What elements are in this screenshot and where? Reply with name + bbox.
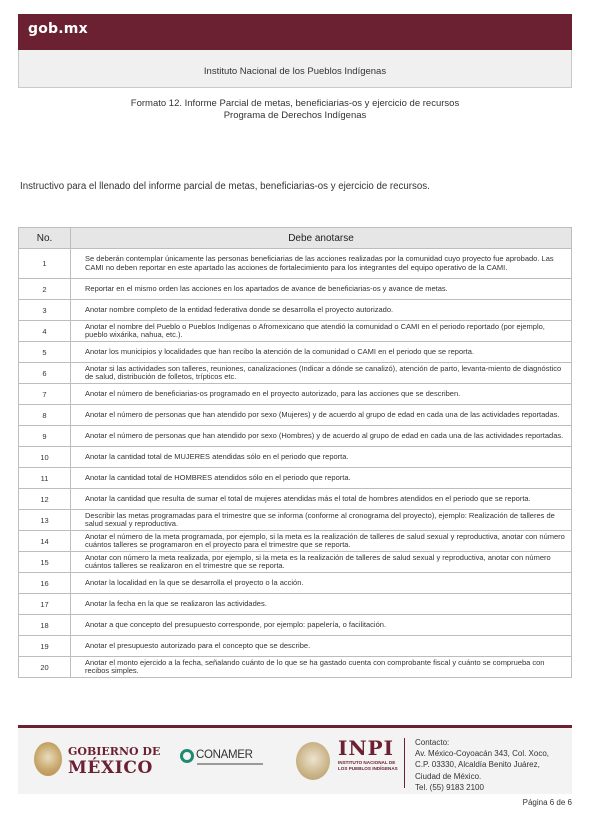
table-row (19, 300, 572, 321)
table-row (19, 321, 572, 342)
row-number: 17 (19, 594, 71, 615)
table-row (19, 573, 572, 594)
table-row (19, 615, 572, 636)
row-number: 14 (19, 531, 71, 552)
row-description: Anotar a que concepto del presupuesto corresponde, por ejemplo: papelería, o facilitación. (71, 615, 572, 636)
row-number: 4 (19, 321, 71, 342)
row-description: Anotar nombre completo de la entidad federativa donde se desarrolla el proyecto autorizado. (71, 300, 572, 321)
inpi-subtitle: INSTITUTO NACIONAL DE LOS PUEBLOS INDÍGENAS (338, 760, 398, 771)
table-row (19, 594, 572, 615)
row-description: Anotar el número de la meta programada, por ejemplo, si la meta es la realización de talleres de salud sexual y reproductiva, anotar con número cuántos talleres se programaron en el proyecto para el trimestre que se reporta. (71, 531, 572, 552)
row-description: Anotar la cantidad total de HOMBRES atendidos sólo en el periodo que reporta. (71, 468, 572, 489)
table-row (19, 279, 572, 300)
row-number: 3 (19, 300, 71, 321)
row-number: 10 (19, 447, 71, 468)
table-row (19, 531, 572, 552)
row-number: 18 (19, 615, 71, 636)
program-name: Programa de Derechos Indígenas (223, 110, 367, 121)
format-title: Formato 12. Informe Parcial de metas, beneficiarias-os y ejercicio de recursos (130, 98, 460, 109)
gobmx-logo[interactable]: gob.mx (28, 21, 88, 37)
top-banner (18, 14, 572, 50)
table-header-row (19, 228, 572, 249)
conamer-mark-icon (180, 749, 194, 763)
row-description: Anotar el presupuesto autorizado para el concepto que se describe. (71, 636, 572, 657)
row-number: 19 (19, 636, 71, 657)
instructions-heading: Instructivo para el llenado del informe parcial de metas, beneficiarias-os y ejercicio de recursos. (20, 181, 430, 192)
row-description: Anotar la cantidad que resulta de sumar el total de mujeres atendidas más el total de hombres atendidos en el periodo que se reporta. (71, 489, 572, 510)
contact-line: Ciudad de México. (415, 771, 482, 781)
row-description: Anotar la cantidad total de MUJERES atendidas sólo en el periodo que reporta. (71, 447, 572, 468)
row-description: Anotar con número la meta realizada, por ejemplo, si la meta es la realización de talleres de salud sexual y reproductiva, anotar con número cuántos talleres se realizaron en el trimestre que se reporta. (71, 552, 572, 573)
table-row (19, 384, 572, 405)
row-description: Anotar el número de personas que han atendido por sexo (Hombres) y de acuerdo al grupo de edad en cada una de las actividades reportadas. (71, 426, 572, 447)
conamer-name: CONAMER (196, 749, 253, 761)
row-number: 9 (19, 426, 71, 447)
row-description: Anotar los municipios y localidades que han recibo la atención de la comunidad o CAMI en el periodo que se reporta. (71, 342, 572, 363)
inpi-seal-icon (296, 742, 330, 780)
row-number: 20 (19, 657, 71, 678)
row-description: Reportar en el mismo orden las acciones en los apartados de avance de beneficiarias-os y avance de metas. (71, 279, 572, 300)
row-description: Anotar si las actividades son talleres, reuniones, canalizaciones (Indicar a dónde se canalizó), atención de parto, levanta-miento de diagnóstico de salud, distribución de folletos, trípticos etc. (71, 363, 572, 384)
gobierno-line1: GOBIERNO DE (68, 745, 161, 758)
row-description: Se deberán contemplar únicamente las personas beneficiarias de las acciones realizadas por la comunidad cuyo proyecto fue aprobado. Las CAMI no deben reportar en este apartado las acciones de fortalecimiento para los integrantes del equipo operativo de la CAMI. (71, 249, 572, 279)
column-header-debe-anotarse: Debe anotarse (71, 228, 572, 249)
column-header-no: No. (19, 228, 71, 249)
table-row (19, 489, 572, 510)
row-description: Anotar la fecha en la que se realizaron las actividades. (71, 594, 572, 615)
row-number: 5 (19, 342, 71, 363)
row-number: 2 (19, 279, 71, 300)
page-number: Página 6 de 6 (522, 798, 572, 807)
inpi-title: INPI (338, 736, 395, 760)
row-number: 11 (19, 468, 71, 489)
row-description: Anotar el nombre del Pueblo o Pueblos Indígenas o Afromexicano que atendió la comunidad o CAMI en el periodo reportado (por ejemplo, pueblo wixárika, nahua, etc.). (71, 321, 572, 342)
table-row (19, 552, 572, 573)
table-row (19, 657, 572, 678)
row-number: 12 (19, 489, 71, 510)
contact-line: Av. México-Coyoacán 343, Col. Xoco, (415, 749, 549, 759)
table-row (19, 363, 572, 384)
institution-name: Instituto Nacional de los Pueblos Indígenas (203, 66, 387, 77)
row-description: Describir las metas programadas para el trimestre que se informa (conforme al cronograma del proyecto), ejemplo: Realización de talleres de salud sexual y reproductiva. (71, 510, 572, 531)
national-seal-icon (34, 742, 62, 776)
instructions-table (18, 227, 572, 678)
row-number: 8 (19, 405, 71, 426)
contact-line: Tel. (55) 9183 2100 (415, 782, 484, 792)
table-row (19, 636, 572, 657)
row-number: 6 (19, 363, 71, 384)
table-row (19, 510, 572, 531)
row-description: Anotar el número de beneficiarias-os programado en el proyecto autorizado, para las acciones que se describen. (71, 384, 572, 405)
row-number: 7 (19, 384, 71, 405)
table-row (19, 342, 572, 363)
contact-line: Contacto: (415, 738, 450, 747)
conamer-tagline (197, 763, 263, 765)
institution-bar (18, 50, 572, 88)
row-number: 1 (19, 249, 71, 279)
row-number: 15 (19, 552, 71, 573)
table-row (19, 249, 572, 279)
table-row (19, 468, 572, 489)
row-description: Anotar el monto ejercido a la fecha, señalando cuánto de lo que se ha gastado cuenta con comprobante fiscal y cuánto se comprueba con recibos simples. (71, 657, 572, 678)
gobierno-line2: MÉXICO (68, 758, 153, 778)
table-row (19, 405, 572, 426)
row-number: 16 (19, 573, 71, 594)
row-description: Anotar el número de personas que han atendido por sexo (Mujeres) y de acuerdo al grupo de edad en cada una de las actividades reportadas. (71, 405, 572, 426)
table-row (19, 426, 572, 447)
contact-line: C.P. 03330, Alcaldía Benito Juárez, (415, 760, 540, 770)
contact-block (415, 737, 549, 793)
footer (18, 728, 572, 794)
row-description: Anotar la localidad en la que se desarrolla el proyecto o la acción. (71, 573, 572, 594)
inpi-divider (404, 738, 405, 788)
row-number: 13 (19, 510, 71, 531)
table-row (19, 447, 572, 468)
